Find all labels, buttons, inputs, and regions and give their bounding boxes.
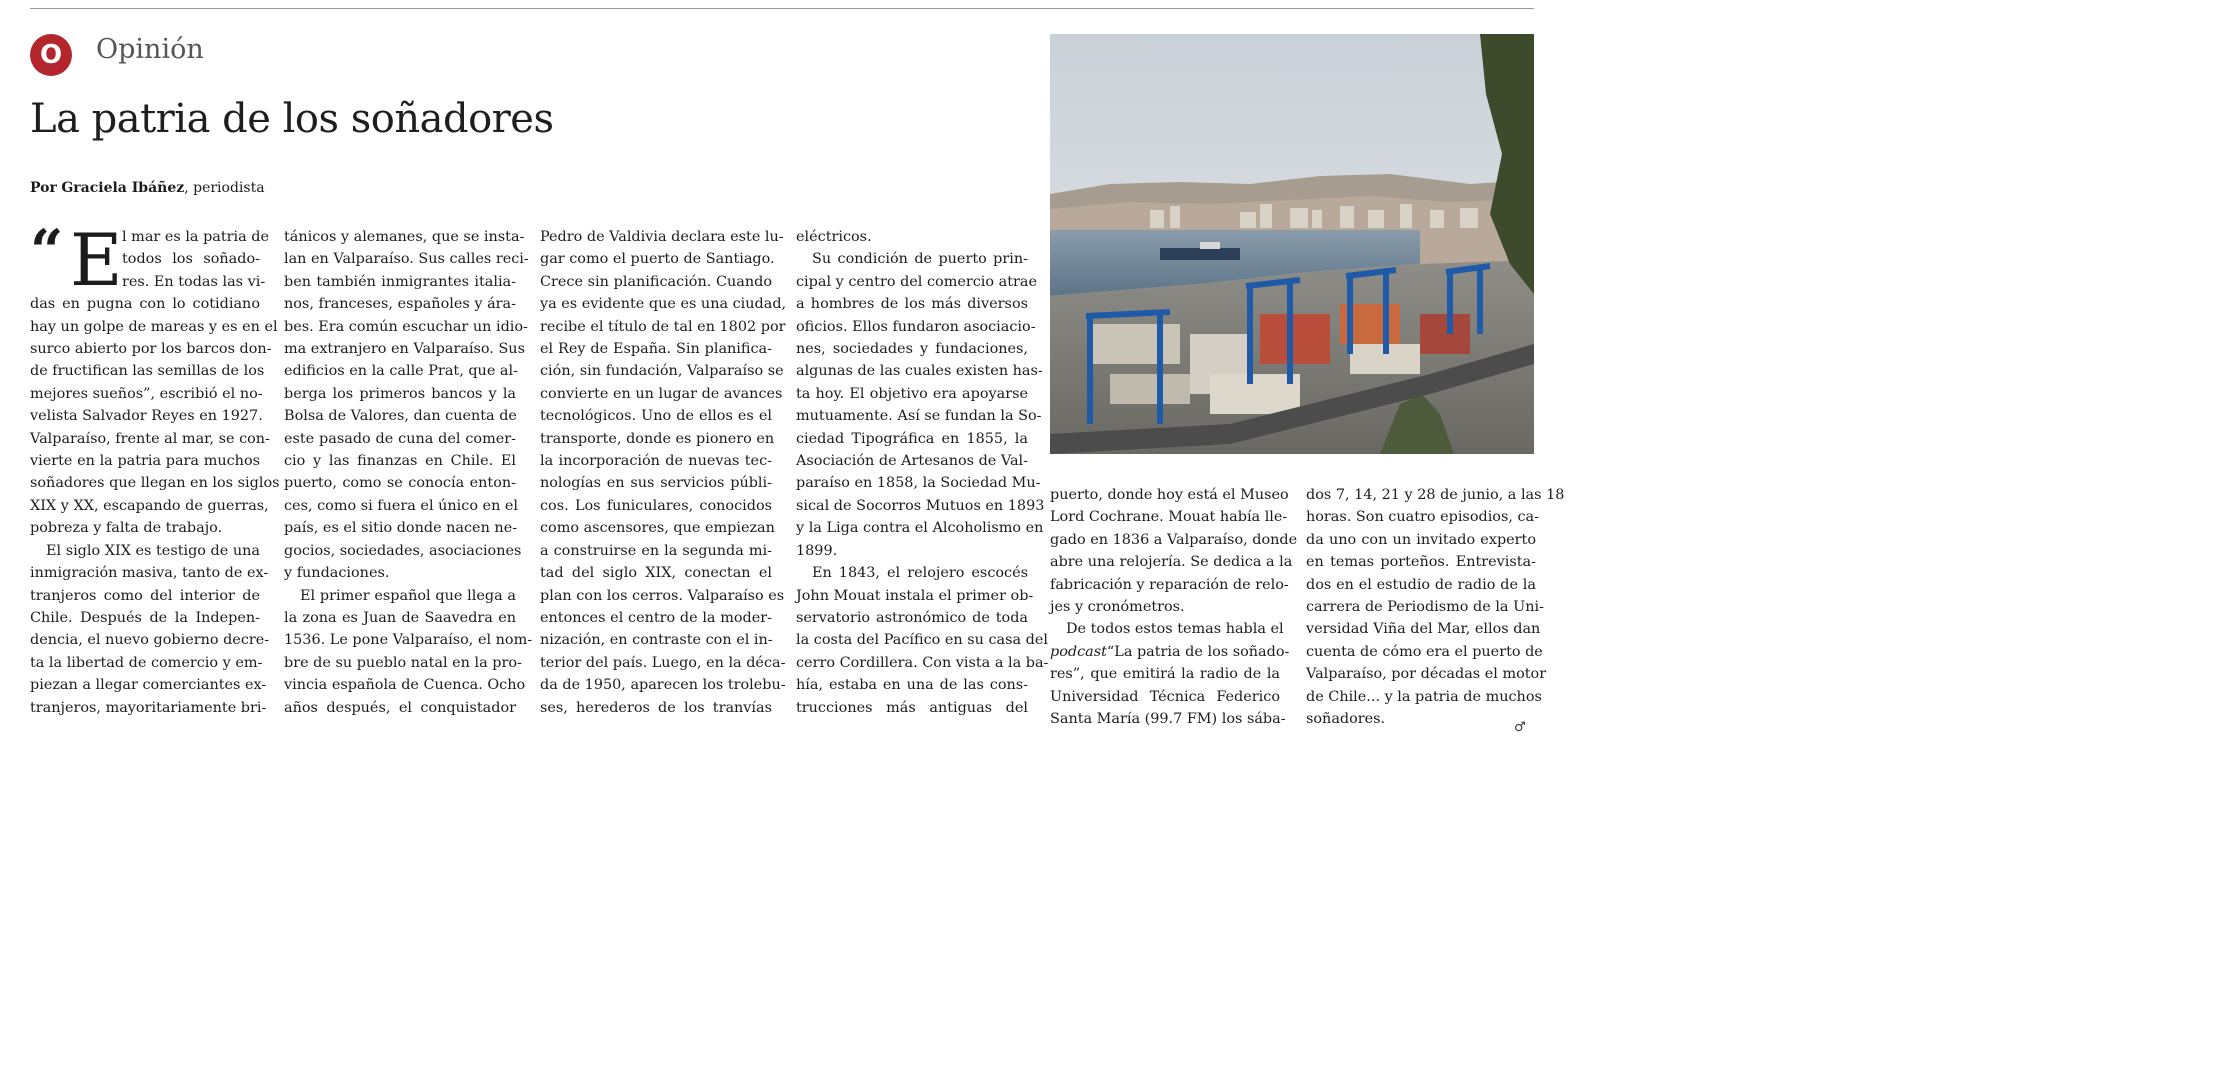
text-line: servatorio astronómico de toda: [796, 609, 1028, 626]
text-line: l mar es la patria de: [122, 229, 270, 245]
text-line: abre una relojería. Se dedica a la: [1050, 554, 1293, 571]
opinion-badge-icon: O: [30, 34, 72, 76]
podcast-word: podcast: [1050, 643, 1107, 660]
end-mark-icon: ♂: [1514, 720, 1526, 735]
text-line: piezan a llegar comerciantes ex-: [30, 677, 267, 694]
text-line: tad del siglo XIX, conectan el: [540, 565, 772, 582]
text-line: [1050, 641, 1290, 663]
text-line: surco abierto por los barcos don-: [30, 341, 272, 358]
text-line: cipal y centro del comercio atrae: [796, 273, 1037, 290]
text-line: en temas porteños. Entrevista-: [1306, 554, 1536, 571]
text-line: hía, estaba en una de las cons-: [796, 677, 1028, 694]
text-line: soñadores.: [1306, 711, 1386, 728]
text-line: jes y cronómetros.: [1050, 599, 1185, 616]
text-line: John Mouat instala el primer ob-: [796, 587, 1034, 604]
text-line: tecnológicos. Uno de ellos es el: [540, 408, 772, 425]
text-line: a construirse en la segunda mi-: [540, 542, 772, 559]
text-line: En 1843, el relojero escocés: [812, 565, 1028, 582]
text-line: a hombres de los más diversos: [796, 296, 1028, 313]
text-line: sical de Socorros Mutuos en 1893: [796, 497, 1045, 514]
text-line: ces, como si fuera el único en el: [284, 497, 519, 514]
text-line: oficios. Ellos fundaron asociacio-: [796, 318, 1036, 335]
text-line: 1536. Le pone Valparaíso, el nom-: [284, 632, 533, 649]
text-line: puerto, como se conocía enton-: [284, 475, 516, 492]
text-line: berga los primeros bancos y la: [284, 385, 516, 402]
text-line: Asociación de Artesanos de Val-: [796, 453, 1028, 470]
text-line: soñadores que llegan en los siglos: [30, 475, 280, 492]
text-line: ción, sin fundación, Valparaíso se: [540, 363, 784, 380]
section-label: Opinión: [96, 34, 204, 65]
text-line: como ascensores, que empiezan: [540, 520, 775, 537]
text-line: 1899.: [796, 542, 838, 559]
text-line: eléctricos.: [796, 229, 872, 245]
text-line: ma extranjero en Valparaíso. Sus: [284, 341, 525, 358]
text-line: cuenta de cómo era el puerto de: [1306, 643, 1543, 660]
text-line: ta hoy. El objetivo era apoyarse: [796, 385, 1028, 402]
text-line: entonces el centro de la moder-: [540, 609, 772, 626]
text-line: res”, que emitirá la radio de la: [1050, 666, 1280, 683]
article-column-6: [1306, 484, 1565, 730]
text-line: bre de su pueblo natal en la pro-: [284, 654, 522, 671]
text-fragment: “La patria de los soñado-: [1106, 643, 1290, 660]
text-line: cos. Los funiculares, conocidos: [540, 497, 772, 514]
article-column-5: [1050, 484, 1298, 730]
text-line: nización, en contraste con el in-: [540, 632, 773, 649]
text-line: edificios en la calle Prat, que al-: [284, 363, 518, 380]
text-line: nes, sociedades y fundaciones,: [796, 341, 1028, 358]
text-line: algunas de las cuales existen has-: [796, 363, 1043, 380]
text-line: la zona es Juan de Saavedra en: [284, 609, 516, 626]
text-line: la incorporación de nuevas tec-: [540, 453, 772, 470]
text-line: cerro Cordillera. Con vista a la ba-: [796, 654, 1049, 671]
text-line: da uno con un invitado experto: [1306, 531, 1536, 548]
text-line: inmigración masiva, tanto de ex-: [30, 565, 269, 582]
text-line: Valparaíso, por décadas el motor: [1306, 666, 1547, 683]
text-line: fabricación y reparación de relo-: [1050, 576, 1289, 593]
text-line: Bolsa de Valores, dan cuenta de: [284, 408, 517, 425]
text-line: carrera de Periodismo de la Uni-: [1306, 599, 1544, 616]
text-line: hay un golpe de mareas y es en el: [30, 318, 278, 335]
text-line: nos, franceses, españoles y ára-: [284, 296, 516, 313]
text-line: XIX y XX, escapando de guerras,: [30, 497, 269, 514]
text-line: recibe el título de tal en 1802 por: [540, 318, 786, 335]
text-line: y fundaciones.: [284, 565, 390, 582]
text-line: y la Liga contra el Alcoholismo en: [796, 520, 1044, 537]
text-line: plan con los cerros. Valparaíso es: [540, 587, 785, 604]
text-line: todos los soñado-: [122, 251, 260, 268]
text-line: velista Salvador Reyes en 1927.: [30, 408, 263, 425]
text-line: pobreza y falta de trabajo.: [30, 520, 223, 537]
text-line: El primer español que llega a: [300, 587, 516, 604]
text-line: Crece sin planificación. Cuando: [540, 273, 772, 290]
headline: La patria de los soñadores: [30, 96, 554, 142]
byline-prefix: Por: [30, 180, 57, 196]
text-line: De todos estos temas habla el: [1066, 621, 1284, 638]
text-line: ses, herederos de los tranvías: [540, 699, 772, 716]
text-line: Su condición de puerto prin-: [812, 251, 1028, 268]
text-line: puerto, donde hoy está el Museo: [1050, 487, 1289, 503]
text-line: versidad Viña del Mar, ellos dan: [1306, 621, 1541, 638]
text-line: gar como el puerto de Santiago.: [540, 251, 775, 268]
text-line: ciedad Tipográfica en 1855, la: [796, 430, 1028, 447]
text-line: la costa del Pacífico en su casa del: [796, 632, 1048, 649]
text-line: años después, el conquistador: [284, 699, 516, 716]
text-line: mutuamente. Así se fundan la So-: [796, 408, 1042, 425]
text-line: Universidad Técnica Federico: [1050, 688, 1280, 705]
text-line: nologías en sus servicios públi-: [540, 475, 772, 492]
text-line: ya es evidente que es una ciudad,: [540, 296, 787, 313]
text-line: tranjeros, mayoritariamente bri-: [30, 699, 267, 716]
byline: [30, 180, 265, 196]
text-line: trucciones más antiguas del: [796, 699, 1028, 716]
text-line: este pasado de cuna del comer-: [284, 430, 516, 447]
text-line: da de 1950, aparecen los trolebu-: [540, 677, 786, 694]
opening-quote-mark: “: [30, 217, 64, 285]
valparaiso-port-image: [1050, 34, 1534, 454]
text-line: gocios, sociedades, asociaciones: [284, 542, 522, 559]
text-line: vierte en la patria para muchos: [30, 453, 260, 470]
text-line: ben también inmigrantes italia-: [284, 273, 516, 290]
text-line: lan en Valparaíso. Sus calles reci-: [284, 251, 529, 268]
text-line: gado en 1836 a Valparaíso, donde: [1050, 531, 1298, 548]
text-line: Lord Cochrane. Mouat había lle-: [1050, 509, 1288, 526]
text-line: terior del país. Luego, en la déca-: [540, 654, 786, 671]
text-line: vincia española de Cuenca. Ocho: [284, 677, 526, 694]
text-line: de fructifican las semillas de los: [30, 363, 265, 380]
text-line: res. En todas las vi-: [122, 273, 266, 290]
article-column-4: [796, 226, 1049, 719]
text-line: dencia, el nuevo gobierno decre-: [30, 632, 270, 649]
text-line: Pedro de Valdivia declara este lu-: [540, 229, 784, 245]
article-column-1: [30, 218, 280, 719]
text-line: convierte en un lugar de avances: [540, 385, 783, 402]
text-line: Chile. Después de la Indepen-: [30, 609, 260, 626]
text-line: Valparaíso, frente al mar, se con-: [30, 430, 270, 447]
text-line: el Rey de España. Sin planifica-: [540, 341, 772, 358]
text-line: bes. Era común escuchar un idio-: [284, 318, 528, 335]
text-line: El siglo XIX es testigo de una: [46, 542, 260, 559]
dropcap-letter: E: [70, 218, 123, 302]
port-photo: [1050, 34, 1534, 454]
text-line: de Chile... y la patria de muchos: [1306, 688, 1542, 705]
text-line: tánicos y alemanes, que se insta-: [284, 229, 525, 245]
text-line: Santa María (99.7 FM) los sába-: [1050, 711, 1286, 728]
byline-role: , periodista: [184, 180, 265, 196]
text-line: transporte, donde es pionero en: [540, 430, 775, 447]
text-line: mejores sueños”, escribió el no-: [30, 385, 263, 402]
article-column-3: [540, 226, 787, 719]
text-line: cio y las finanzas en Chile. El: [284, 453, 516, 470]
text-line: ta la libertad de comercio y em-: [30, 654, 263, 671]
text-line: paraíso en 1858, la Sociedad Mu-: [796, 475, 1041, 492]
text-line: dos en el estudio de radio de la: [1306, 576, 1536, 593]
text-line: país, es el sitio donde nacen ne-: [284, 520, 518, 537]
text-line: tranjeros como del interior de: [30, 587, 260, 604]
top-rule: [30, 8, 1534, 9]
article-column-2: [284, 226, 533, 719]
text-line: horas. Son cuatro episodios, ca-: [1306, 509, 1539, 526]
text-line: dos 7, 14, 21 y 28 de junio, a las 18: [1306, 487, 1565, 503]
text-line: das en pugna con lo cotidiano: [30, 296, 260, 313]
byline-author: Graciela Ibáñez: [61, 180, 185, 196]
